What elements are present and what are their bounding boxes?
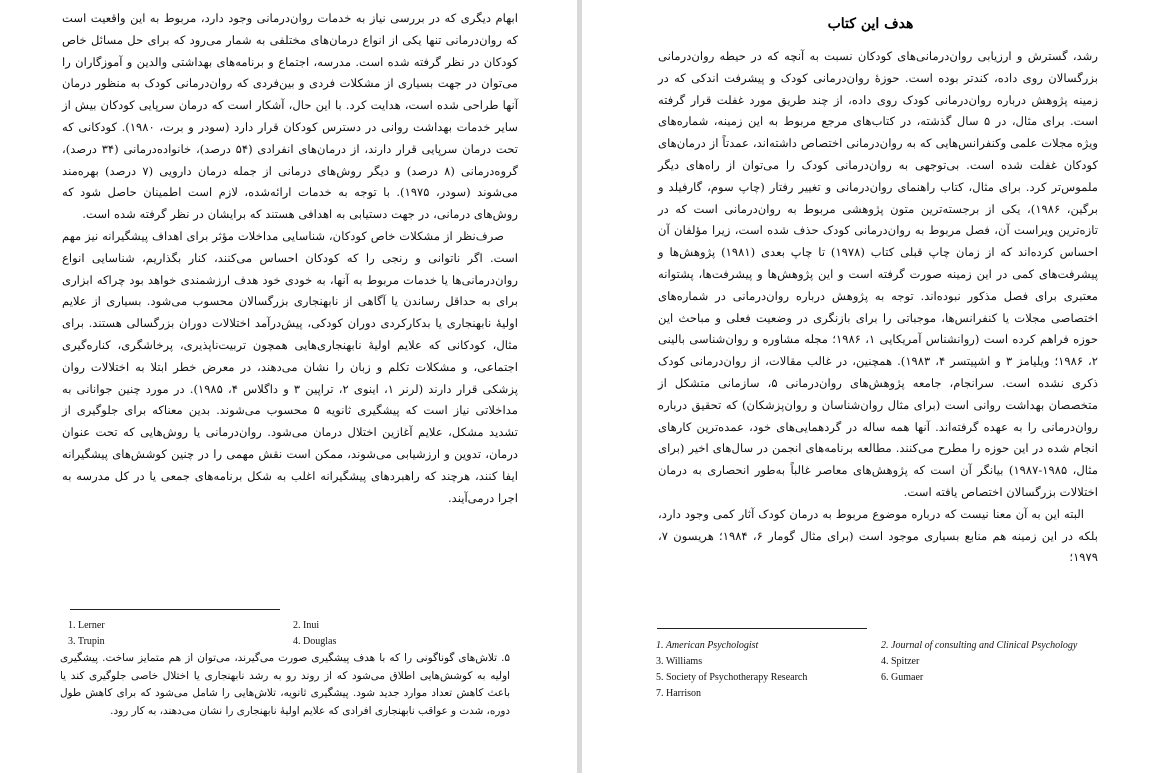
left-footnote-divider [70,609,280,610]
left-footnote-4: 4. Douglas [293,636,337,647]
right-footnote-2: 2. Journal of consulting and Clinical Psychology [881,640,1078,651]
right-body-text [658,46,1098,569]
left-footnotes [68,618,508,649]
right-footnote-7: 7. Harrison [656,688,701,699]
left-footnote-1: 1. Lerner [68,620,105,631]
left-footnote-2: 2. Inui [293,620,320,631]
left-body-text [62,8,518,509]
right-footnote-divider [657,628,867,629]
right-footnotes [656,638,1096,701]
right-footnote-5: 5. Society of Psychotherapy Research [656,672,808,683]
right-footnote-1: 1. American Psychologist [656,640,759,651]
left-footnote-5: ۵. تلاش‌های گوناگونی را که با هدف پیشگیری صورت می‌گیرند، می‌توان از هم متمایز ساخت. پیشگیری اولیه به کوشش‌هایی اطلاق می‌شود که از روند رو به رشد نابهنجاری یا اختلال خاصی جلوگیری کند یا باعث کاهش تعداد موارد جدید شود. پیشگیری ثانویه، تلاش‌هایی را شامل می‌شود که برای کاهش طول دوره، شدت و عواقب نابهنجاری افرادی که علایم اولیهٔ نابهنجاری را نشان می‌دهند، به کار رود. [60,652,510,717]
left-page [0,0,577,773]
page-title: هدف این کتاب [827,16,914,32]
left-paragraph-1: ابهام دیگری که در بررسی نیاز به خدمات روان‌درمانی وجود دارد، مربوط به این واقعیت است که روان‌درمانی تنها یکی از انواع درمان‌های مختلفی به شمار می‌رود که برای حل مسائل خاص کودکان در نظر گرفته شده است. مدرسه، اجتماع و برنامه‌های بهداشتی والدین و آموزگاران را می‌توان در جهت بسیاری از مشکلات فردی و بین‌فردی که روان‌درمانی کودک به منظور درمان آنها طراحی شده است، هدایت کرد. با این حال، آشکار است که درمان سرپایی کودکان بیش از سایر خدمات بهداشت روانی در دسترس کودکان قرار دارد (سودر و برت، ۱۹۸۰). کودکانی که تحت درمان سرپایی قرار دارند، از درمان‌های انفرادی (۵۴ درصد)، خانواده‌درمانی (۳۴ درصد)، گروه‌درمانی (۸ درصد) و دیگر روش‌های درمانی از جمله درمان دارویی (۷ درصد) بهره‌مند می‌شوند (سودر، ۱۹۷۵). با توجه به خدمات ارائه‌شده، لازم است اطمینان حاصل شود که روش‌های درمانی، در جهت دستیابی به اهدافی هستند که برایشان در نظر گرفته شده است. [62,11,518,222]
left-footnote-3: 3. Trupin [68,636,105,647]
right-paragraph-1: رشد، گسترش و ارزیابی روان‌درمانی‌های کودکان نسبت به آنچه که در حیطه روان‌درمانی بزرگسالان روی داده، کندتر بوده است. حوزهٔ روان‌درمانی کودک و پیشرفت اندکی که در زمینه پژوهش درباره روان‌درمانی کودک روی داده، از چند طریق مورد غفلت قرار گرفته است. برای مثال، در ۵ سال گذشته، در کتاب‌های مرجع مربوط به این زمینه، شماره‌های ویژه مجلات علمی وکنفرانس‌هایی که به روان‌درمانی اختصاص داشته‌اند، عمدتاً از درمان‌های کودکان غفلت شده است. بی‌توجهی به روان‌درمانی کودک را می‌توان از راه‌های دیگر ملموس‌تر کرد. برای مثال، کتاب راهنمای روان‌درمانی و تغییر رفتار (چاپ سوم، گارفیلد و برگین، ۱۹۸۶)، یکی از برجسته‌ترین متون پژوهشی مربوط به روان‌درمانی است که در تازه‌ترین ویراست آن، فصل مربوط به روان‌درمانی کودک حذف شده است، زیرا مؤلفان آن احساس کرده‌اند که از زمان چاپ قبلی کتاب (۱۹۷۸) تا چاپ بعدی (۱۹۸۱) پژوهش‌ها و پیشرفت‌های کمی در این زمینه صورت گرفته است و این پژوهش‌ها و پیشرفت‌ها، پشتوانه معتبری برای فصل مذکور نبوده‌اند. توجه به پژوهش درباره روان‌درمانی در شماره‌های اختصاصی مجلات یا کنفرانس‌ها، موجباتی را برای بازنگری در وضعیت فعلی و مباحث این حوزه فراهم کرده است (روانشناس آمریکایی ۱، ۱۹۸۶؛ مجله مشاوره و روان‌شناسی بالینی ۲، ۱۹۸۶؛ ویلیامز ۳ و اشپیتسر ۴، ۱۹۸۳). همچنین، در غالب مقالات، از روان‌درمانی کودک ذکری نشده است. سرانجام، جامعه پژوهش‌های روان‌درمانی ۵، سازمانی متشکل از متخصصان بهداشت روانی است (برای مثال روان‌شناسان و روان‌پزشکان) که تحقیق درباره روان‌درمانی را به عهده گرفته‌اند. آنها همه ساله در گردهمایی‌های خود، عمده‌ترین کارهای انجام شده در این حوزه را مطرح می‌کنند. مطالعه برنامه‌های انجمن در سال‌های اخیر (برای مثال، ۱۹۸۵-۱۹۸۷) بیانگر آن است که پژوهش‌های معاصر غالباً به‌طور انحصاری به درمان اختلالات بزرگسالان اختصاص یافته است. [658,49,1099,499]
right-footnote-3: 3. Williams [656,656,703,667]
left-paragraph-2: صرف‌نظر از مشکلات خاص کودکان، شناسایی مداخلات مؤثر برای اهداف پیشگیرانه نیز مهم است. اگر ناتوانی و رنجی را که کودکان احساس می‌کنند، کنار بگذاریم، شناسایی انواع روان‌درمانی‌ها یا خدمات مربوط به آنها، به خودی خود هدف ارزشمندی خواهد بود چراکه ابزاری برای به حداقل رساندن یا آگاهی از نابهنجاری بزرگسالان محسوب می‌شود. بسیاری از علایم اولیهٔ نابهنجاری یا بدکارکردی دوران کودکی، پیش‌درآمد اختلالات دوران بزرگسالی هستند. برای مثال، کودکانی که علایم اولیهٔ نابهنجاری‌هایی همچون تربیت‌ناپذیری، پرخاشگری، کناره‌گیری اجتماعی، و مشکلات تکلم و زبان را نشان می‌دهند، در معرض خطر ابتلا به اختلالات روان پزشکی قرار دارند (لرنر ۱، اینوی ۲، تراپین ۳ و داگلاس ۴، ۱۹۸۵). در مورد چنین جوانانی به مداخلاتی نیاز است که پیشگیری ثانویه ۵ محسوب می‌شوند. بدین معناکه برای جلوگیری از تشدید مشکل، علایم آغازین اختلال درمان می‌شود. روان‌درمانی یا روش‌هایی که تحت عنوان درمان، تدوین و ارزشیابی می‌شوند، ممکن است نقش مهمی را در چنین کوشش‌های پیشگیرانه ایفا کنند، هرچند که راهبردهای پیشگیرانه اغلب به شکل برنامه‌های جمعی یا در کل مدرسه به اجرا درمی‌آیند. [62,228,518,505]
right-footnote-4: 4. Spitzer [881,656,920,667]
right-paragraph-2: البته این به آن معنا نیست که درباره موضوع مربوط به درمان کودک آثار کمی وجود دارد، بلکه در این زمینه هم منابع بسیاری موجود است (برای مثال گومار ۶، ۱۹۸۴؛ هریسون ۷، ۱۹۷۹؛ [658,506,1098,565]
right-footnote-6: 6. Gumaer [881,672,924,683]
